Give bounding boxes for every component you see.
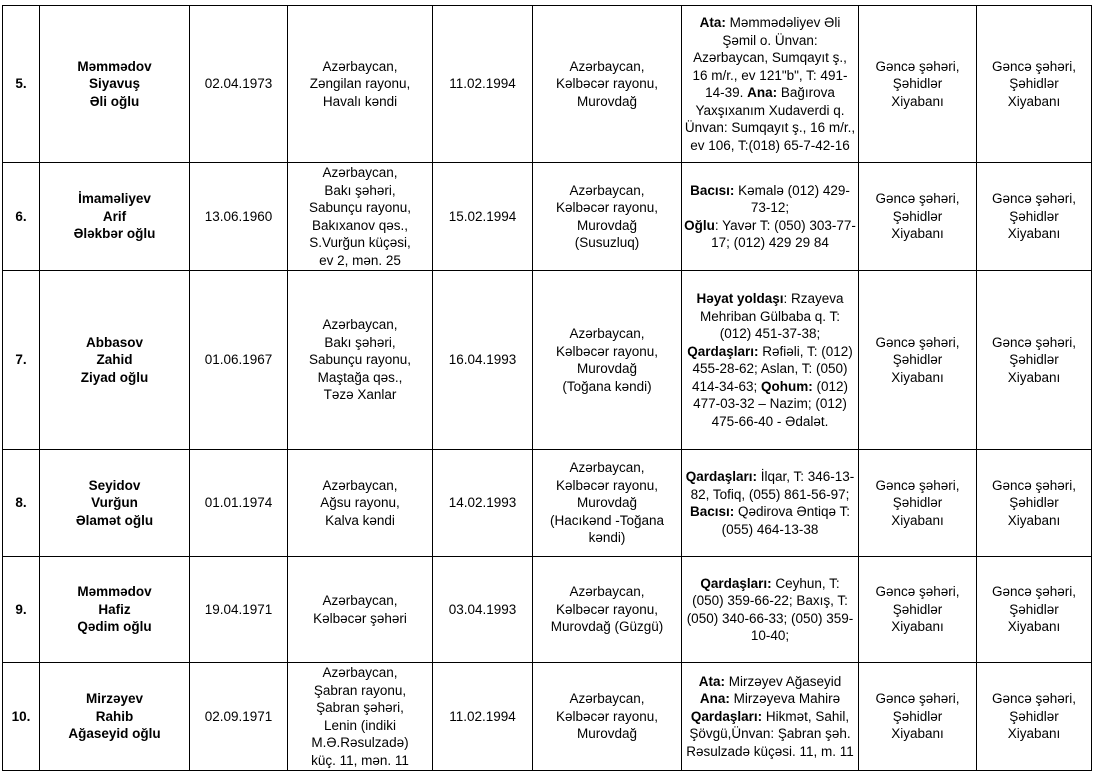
birth-place-line: ev 2, mən. 25 <box>319 252 401 268</box>
birth-place-line: Azərbaycan, <box>322 165 398 180</box>
relative-text: Bağırova Yaxşıxanım Xudaverdi q. Ünvan: Sumqayıt ş., 16 m/r., ev 106, T:(018) 65-7-42-16 <box>684 85 856 153</box>
relative-text: Rəfiəli, T: (012) 455-28-62; Aslan, T: (050) 414-34-63; <box>691 343 853 394</box>
relatives-info <box>682 557 859 663</box>
birth-date: 01.01.1974 <box>190 450 288 557</box>
burial-line: Gəncə şəhəri, <box>875 584 960 600</box>
death-place-line: Murovdağ <box>576 93 638 109</box>
relative-entry <box>690 504 850 537</box>
birth-place-line: Azərbaycan, <box>322 665 398 680</box>
relative-label: Həyat yoldaşı <box>696 291 784 306</box>
death-place-line: Kəlbəcər rayonu, <box>555 708 659 724</box>
birth-place-line: Sabunçu rayonu, <box>308 200 412 215</box>
relative-entry <box>687 576 854 644</box>
table-row <box>3 163 1092 271</box>
burial-place <box>859 6 977 163</box>
relative-entry <box>684 673 856 691</box>
memorial-place <box>977 6 1092 163</box>
memorial-line: Şəhidlər <box>1009 208 1059 224</box>
birth-place <box>288 163 433 271</box>
table-row <box>3 557 1092 663</box>
burial-line: Gəncə şəhəri, <box>875 691 960 707</box>
name-line: Siyavuş <box>88 76 141 92</box>
memorial-line: Xiyabanı <box>1007 726 1061 742</box>
death-place-line: Azərbaycan, <box>569 326 645 341</box>
death-place-line: Murovdağ (Güzgü) <box>550 619 664 635</box>
name-line: Zahid <box>96 352 133 368</box>
name-line: İmaməliyev <box>78 191 151 207</box>
burial-line: Gəncə şəhəri, <box>875 58 960 74</box>
burial-line: Xiyabanı <box>891 619 944 635</box>
death-date: 11.02.1994 <box>433 663 533 771</box>
death-place-line: kəndi) <box>588 530 626 546</box>
name-line: Qədim oğlu <box>77 619 152 635</box>
relative-text: Qədirova Əntiqə T: (055) 464-13-38 <box>721 504 850 537</box>
relatives-info <box>682 163 859 271</box>
death-place-line: Murovdağ <box>576 726 638 742</box>
death-place-line: Kəlbəcər rayonu, <box>555 76 659 92</box>
burial-line: Gəncə şəhəri, <box>875 477 960 493</box>
memorial-line: Gəncə şəhəri, <box>991 477 1077 493</box>
memorial-line: Gəncə şəhəri, <box>991 584 1077 600</box>
relative-label: Qardaşları: <box>687 343 759 359</box>
burial-line: Şəhidlər <box>892 208 943 224</box>
relatives-info <box>682 271 859 450</box>
relatives-info <box>682 663 859 771</box>
memorial-line: Şəhidlər <box>1009 352 1059 368</box>
memorial-line: Xiyabanı <box>1007 226 1061 242</box>
relative-text: Ceyhun, T: (050) 359-66-22; Baxış, T: (050) 340-66-33; (050) 359-10-40; <box>686 575 854 643</box>
birth-place-line: Azərbaycan, <box>322 477 398 493</box>
death-place-line: Azərbaycan, <box>569 58 645 74</box>
burial-place <box>859 163 977 271</box>
death-place <box>533 663 682 771</box>
birth-place-line: Təzə Xanlar <box>323 387 397 403</box>
memorial-place <box>977 557 1092 663</box>
relative-text: Məmmədəliyev Əli Şəmil o. Ünvan: Azərbaycan, Sumqayıt ş., 16 m/r., ev 121"b", T: 491-14-39. <box>692 15 848 100</box>
memorial-line: Xiyabanı <box>1007 369 1061 385</box>
memorial-line: Xiyabanı <box>1007 619 1061 635</box>
death-place <box>533 271 682 450</box>
death-place <box>533 163 682 271</box>
death-place-line: Kəlbəcər rayonu, <box>555 477 659 493</box>
relative-text: Mirzəyev Ağaseyid <box>724 673 842 689</box>
memorial-line: Gəncə şəhəri, <box>991 334 1077 350</box>
name-line: Ağaseyid oğlu <box>68 726 161 742</box>
death-date: 16.04.1993 <box>433 271 533 450</box>
name-line: Arif <box>102 208 127 224</box>
death-place-line: Azərbaycan, <box>569 182 645 198</box>
table-row <box>3 663 1092 771</box>
name-line: Ziyad oğlu <box>80 369 149 385</box>
name-line: Məmmədov <box>77 584 152 600</box>
name-line: Hafiz <box>98 601 131 617</box>
death-place-line: Murovdağ <box>576 495 638 511</box>
memorial-place <box>977 450 1092 557</box>
birth-place-line: Azərbaycan, <box>322 317 398 333</box>
relative-entry <box>684 182 856 217</box>
birth-place-line: S.Vurğun küçəsi, <box>309 235 411 250</box>
burial-line: Şəhidlər <box>892 352 943 368</box>
birth-place-line: Bakı şəhəri, <box>324 182 396 198</box>
relative-label: Bacısı: <box>690 182 735 198</box>
memorial-place <box>977 163 1092 271</box>
birth-date: 01.06.1967 <box>190 271 288 450</box>
memorial-line: Gəncə şəhəri, <box>991 58 1077 74</box>
row-number: 10. <box>3 663 40 771</box>
death-place <box>533 6 682 163</box>
row-number: 8. <box>3 450 40 557</box>
table-body <box>3 6 1092 771</box>
birth-place-line: Bakıxanov qəs., <box>311 217 409 233</box>
relatives-info <box>682 6 859 163</box>
birth-place <box>288 450 433 557</box>
burial-place <box>859 271 977 450</box>
burial-line: Şəhidlər <box>892 601 943 617</box>
burial-line: Xiyabanı <box>891 93 944 109</box>
memorial-line: Şəhidlər <box>1009 76 1059 92</box>
burial-place <box>859 663 977 771</box>
death-date: 03.04.1993 <box>433 557 533 663</box>
full-name <box>40 163 190 271</box>
relative-entry <box>684 468 856 503</box>
name-line: Vurğun <box>91 495 138 511</box>
relative-entry <box>696 291 843 341</box>
memorial-line: Şəhidlər <box>1009 601 1059 617</box>
memorial-place <box>977 271 1092 450</box>
name-line: Məmmədov <box>77 58 152 74</box>
death-place <box>533 557 682 663</box>
relative-entry <box>684 218 856 251</box>
birth-place-line: Şabran şəhəri, <box>316 700 404 715</box>
birth-date: 02.09.1971 <box>190 663 288 771</box>
full-name <box>40 271 190 450</box>
death-place-line: Kəlbəcər rayonu, <box>555 200 659 215</box>
birth-place-line: Kəlbəcər şəhəri <box>313 610 407 626</box>
birth-place-line: Azərbaycan, <box>322 593 398 608</box>
name-line: Ələkbər oğlu <box>73 226 156 242</box>
table-row <box>3 450 1092 557</box>
memorial-line: Gəncə şəhəri, <box>991 191 1077 207</box>
death-date: 15.02.1994 <box>433 163 533 271</box>
birth-place <box>288 6 433 163</box>
birth-place-line: Maştağa qəs., <box>317 369 403 385</box>
burial-line: Xiyabanı <box>891 226 944 242</box>
burial-line: Şəhidlər <box>892 495 943 511</box>
relative-label: Qohum: <box>761 378 813 394</box>
memorial-line: Şəhidlər <box>1009 495 1059 511</box>
memorial-line: Xiyabanı <box>1007 512 1061 528</box>
birth-place <box>288 663 433 771</box>
death-place-line: Murovdağ <box>576 361 638 376</box>
name-line: Əlamət oğlu <box>75 512 154 528</box>
full-name <box>40 663 190 771</box>
full-name <box>40 6 190 163</box>
birth-place-line: Şabran rayonu, <box>313 682 407 698</box>
death-place-line: (Toğana kəndi) <box>562 378 652 394</box>
relative-text: Hikmət, Sahil, Şövgü,Ünvan: Şabran şəh. Rəsulzadə küçəsi. 11, m. 11 <box>686 708 854 759</box>
memorial-line: Şəhidlər <box>1009 708 1059 724</box>
death-place-line: Azərbaycan, <box>569 584 645 600</box>
relative-text: Kəmalə (012) 429-73-12; <box>734 182 850 215</box>
burial-line: Xiyabanı <box>891 512 944 528</box>
birth-place-line: Azərbaycan, <box>322 58 398 74</box>
relative-label: Ana: <box>747 85 778 100</box>
relative-label: Oğlu <box>684 217 715 233</box>
row-number: 9. <box>3 557 40 663</box>
burial-line: Gəncə şəhəri, <box>875 191 960 207</box>
burial-line: Xiyabanı <box>891 726 944 742</box>
relative-text: Mirzəyeva Mahirə <box>729 691 841 707</box>
relative-label: Bacısı: <box>689 504 735 519</box>
death-place-line: Kəlbəcər rayonu, <box>555 601 659 617</box>
birth-place <box>288 271 433 450</box>
relative-label: Qardaşları: <box>685 469 757 484</box>
birth-place-line: M.Ə.Rəsulzadə) <box>311 735 409 750</box>
name-line: Rahib <box>95 708 134 724</box>
birth-date: 02.04.1973 <box>190 6 288 163</box>
name-line: Əli oğlu <box>89 93 140 109</box>
relative-entry <box>684 690 856 708</box>
relative-label: Qardaşları: <box>690 708 763 724</box>
death-date: 11.02.1994 <box>433 6 533 163</box>
row-number: 5. <box>3 6 40 163</box>
birth-place-line: Kalva kəndi <box>325 512 395 528</box>
birth-place-line: Bakı şəhəri, <box>324 334 396 350</box>
memorial-place <box>977 663 1092 771</box>
row-number: 6. <box>3 163 40 271</box>
full-name <box>40 557 190 663</box>
death-place <box>533 450 682 557</box>
memorial-line: Xiyabanı <box>1007 93 1061 109</box>
name-line: Seyidov <box>88 477 141 493</box>
death-place-line: Azərbaycan, <box>569 691 645 707</box>
birth-date: 19.04.1971 <box>190 557 288 663</box>
relative-entry <box>686 709 854 759</box>
birth-place <box>288 557 433 663</box>
relative-label: Ata: <box>698 673 725 689</box>
birth-place-line: Sabunçu rayonu, <box>308 352 412 368</box>
relative-text: (012) 477-03-32 – Nazim; (012) 475-66-40 - Ədalət. <box>693 378 849 429</box>
relative-text: İlqar, T: 346-13-82, Tofiq, (055) 861-56-97; <box>690 469 855 502</box>
birth-place-line: Ağsu rayonu, <box>320 495 400 511</box>
death-place-line: (Hacıkənd -Toğana <box>549 512 665 528</box>
death-place-line: Azərbaycan, <box>569 460 645 476</box>
birth-date: 13.06.1960 <box>190 163 288 271</box>
death-place-line: Murovdağ <box>576 217 638 233</box>
birth-place-line: Zəngilan rayonu, <box>309 76 411 92</box>
full-name <box>40 450 190 557</box>
name-line: Mirzəyev <box>85 691 144 707</box>
burial-line: Gəncə şəhəri, <box>875 334 960 350</box>
row-number: 7. <box>3 271 40 450</box>
burial-line: Şəhidlər <box>892 76 943 92</box>
relative-label: Qardaşları: <box>700 575 772 591</box>
memorial-line: Gəncə şəhəri, <box>991 691 1077 707</box>
relatives-info <box>682 450 859 557</box>
death-place-line: Kəlbəcər rayonu, <box>555 343 659 359</box>
martyrs-table <box>2 5 1092 771</box>
birth-place-line: Lenin (indiki <box>323 717 397 733</box>
relative-label: Ana: <box>699 691 730 707</box>
burial-place <box>859 450 977 557</box>
relative-text: : Yavər T: (050) 303-77-17; (012) 429 29 84 <box>711 217 856 250</box>
death-place-line: (Susuzluq) <box>574 235 640 250</box>
burial-place <box>859 557 977 663</box>
birth-place-line: Havalı kəndi <box>322 93 398 109</box>
table-row <box>3 271 1092 450</box>
burial-line: Şəhidlər <box>892 708 943 724</box>
death-date: 14.02.1993 <box>433 450 533 557</box>
relative-text: : Rzayeva Mehriban Gülbaba q. T: (012) 451-37-38; <box>699 291 844 341</box>
burial-line: Xiyabanı <box>891 369 944 385</box>
relative-label: Ata: <box>699 15 726 30</box>
name-line: Abbasov <box>85 334 143 350</box>
table-row <box>3 6 1092 163</box>
birth-place-line: küç. 11, mən. 11 <box>311 752 409 768</box>
